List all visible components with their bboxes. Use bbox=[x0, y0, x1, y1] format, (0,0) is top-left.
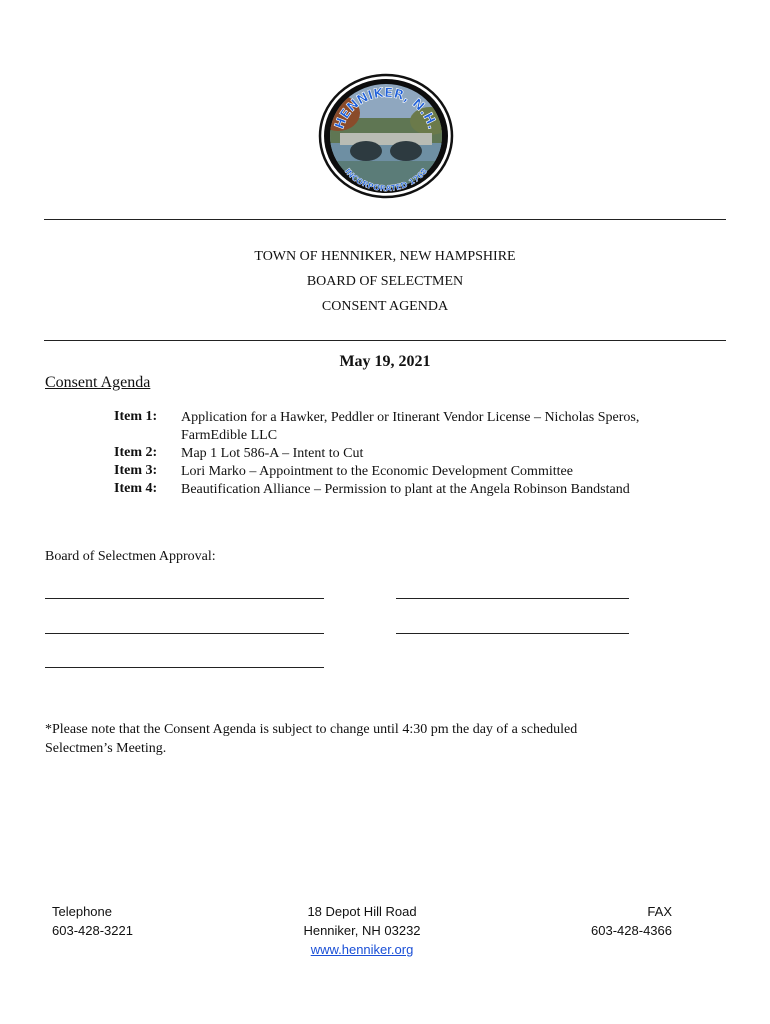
header-rule-bottom bbox=[44, 340, 726, 341]
footer-phone-number: 603-428-3221 bbox=[52, 923, 133, 938]
footer-fax-block bbox=[552, 902, 672, 940]
footer-phone-label: Telephone bbox=[52, 904, 112, 919]
consent-agenda-note bbox=[45, 720, 665, 758]
town-seal-logo bbox=[318, 73, 454, 199]
note-line-1: *Please note that the Consent Agenda is subject to change until 4:30 pm the day of a scheduled bbox=[45, 722, 578, 737]
signature-line-2 bbox=[396, 598, 629, 599]
footer-address-city: Henniker, NH 03232 bbox=[303, 923, 421, 938]
seal-top-text: HENNIKER, N.H. bbox=[332, 85, 440, 132]
header-board: BOARD OF SELECTMEN bbox=[306, 274, 464, 289]
footer-fax-label: FAX bbox=[647, 904, 672, 919]
note-line-2: Selectmen’s Meeting. bbox=[45, 741, 167, 756]
item-1-text-line1: Application for a Hawker, Peddler or Itinerant Vendor License – Nicholas Speros, bbox=[181, 410, 640, 425]
signature-line-1 bbox=[45, 598, 324, 599]
meeting-date: May 19, 2021 bbox=[339, 353, 431, 370]
item-2-text: Map 1 Lot 586-A – Intent to Cut bbox=[181, 446, 364, 461]
signature-line-5 bbox=[45, 667, 324, 668]
item-1-text-line2: FarmEdible LLC bbox=[181, 428, 278, 443]
header-agenda: CONSENT AGENDA bbox=[321, 299, 449, 314]
footer-website-link[interactable]: www.henniker.org bbox=[310, 942, 414, 957]
footer-fax-number: 603-428-4366 bbox=[591, 923, 672, 938]
item-4-label: Item 4: bbox=[114, 481, 158, 496]
seal-bottom-text: INCORPORATED 1768 bbox=[342, 166, 430, 194]
approval-label: Board of Selectmen Approval: bbox=[45, 549, 216, 564]
item-2-label: Item 2: bbox=[114, 445, 158, 460]
header-town: TOWN OF HENNIKER, NEW HAMPSHIRE bbox=[254, 249, 516, 264]
item-4-text: Beautification Alliance – Permission to plant at the Angela Robinson Bandstand bbox=[181, 482, 630, 497]
item-1-label: Item 1: bbox=[114, 409, 158, 424]
section-title: Consent Agenda bbox=[45, 374, 151, 391]
signature-line-4 bbox=[396, 633, 629, 634]
item-3-label: Item 3: bbox=[114, 463, 158, 478]
signature-line-3 bbox=[45, 633, 324, 634]
footer-address-street: 18 Depot Hill Road bbox=[307, 904, 417, 919]
footer-address-block bbox=[262, 902, 462, 959]
footer-phone-block bbox=[52, 902, 212, 940]
header-rule-top bbox=[44, 219, 726, 220]
item-3-text: Lori Marko – Appointment to the Economic Development Committee bbox=[181, 464, 573, 479]
